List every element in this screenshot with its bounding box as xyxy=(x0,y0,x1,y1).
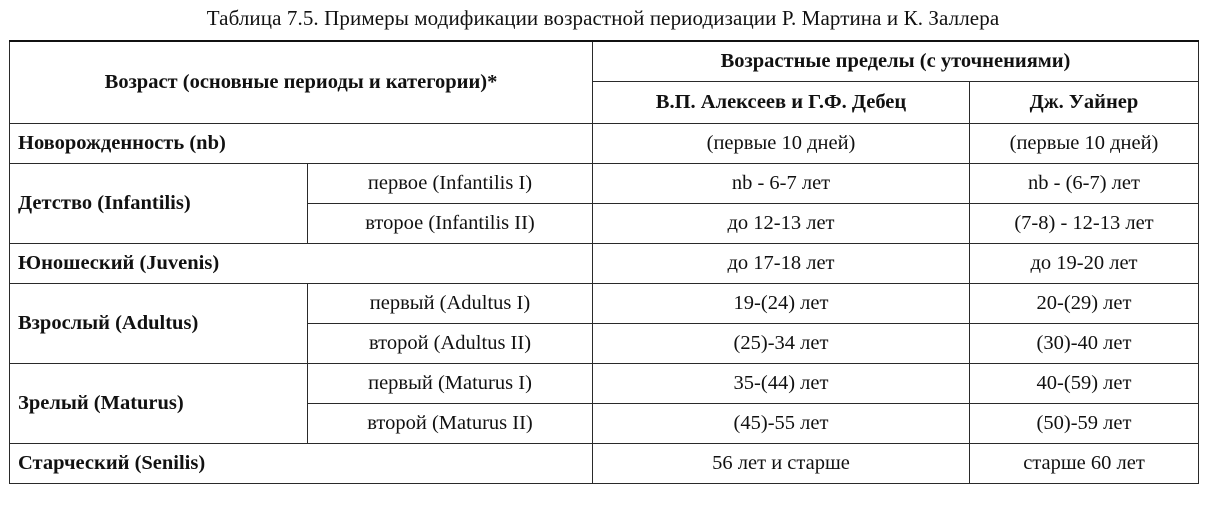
header-age-limits: Возрастные пределы (с уточнениями) xyxy=(593,41,1199,81)
cell-weiner: (50)-59 лет xyxy=(970,403,1199,443)
period-childhood: Детство (Infantilis) xyxy=(10,163,308,243)
period-newborn: Новорожденность (nb) xyxy=(10,123,593,163)
period-adult: Взрослый (Adultus) xyxy=(10,283,308,363)
cell-alekseev: 35-(44) лет xyxy=(593,363,970,403)
cell-weiner: (первые 10 дней) xyxy=(970,123,1199,163)
table-row xyxy=(10,163,1199,203)
table-row xyxy=(10,243,1199,283)
subperiod-label: первое (Infantilis I) xyxy=(308,163,593,203)
cell-alekseev: до 12-13 лет xyxy=(593,203,970,243)
subperiod-label: второй (Maturus II) xyxy=(308,403,593,443)
table-caption: Таблица 7.5. Примеры модификации возрастной периодизации Р. Мартина и К. Заллера xyxy=(206,6,1000,30)
cell-weiner: до 19-20 лет xyxy=(970,243,1199,283)
period-mature: Зрелый (Maturus) xyxy=(10,363,308,443)
cell-weiner: старше 60 лет xyxy=(970,443,1199,483)
cell-weiner: (7-8) - 12-13 лет xyxy=(970,203,1199,243)
cell-weiner: nb - (6-7) лет xyxy=(970,163,1199,203)
subperiod-label: второй (Adultus II) xyxy=(308,323,593,363)
table-row xyxy=(10,443,1199,483)
period-senile: Старческий (Senilis) xyxy=(10,443,593,483)
cell-weiner: (30)-40 лет xyxy=(970,323,1199,363)
header-weiner: Дж. Уайнер xyxy=(970,81,1199,123)
cell-alekseev: (25)-34 лет xyxy=(593,323,970,363)
age-periodization-table xyxy=(9,40,1199,484)
table-row xyxy=(10,363,1199,403)
cell-weiner: 40-(59) лет xyxy=(970,363,1199,403)
table-row xyxy=(10,283,1199,323)
subperiod-label: первый (Adultus I) xyxy=(308,283,593,323)
table-row xyxy=(10,123,1199,163)
subperiod-label: первый (Maturus I) xyxy=(308,363,593,403)
cell-alekseev: до 17-18 лет xyxy=(593,243,970,283)
cell-alekseev: 56 лет и старше xyxy=(593,443,970,483)
cell-alekseev: 19-(24) лет xyxy=(593,283,970,323)
header-age: Возраст (основные периоды и категории)* xyxy=(10,41,593,123)
period-youth: Юношеский (Juvenis) xyxy=(10,243,593,283)
cell-alekseev: (первые 10 дней) xyxy=(593,123,970,163)
cell-alekseev: (45)-55 лет xyxy=(593,403,970,443)
cell-weiner: 20-(29) лет xyxy=(970,283,1199,323)
subperiod-label: второе (Infantilis II) xyxy=(308,203,593,243)
header-alekseev-debets: В.П. Алексеев и Г.Ф. Дебец xyxy=(593,81,970,123)
cell-alekseev: nb - 6-7 лет xyxy=(593,163,970,203)
